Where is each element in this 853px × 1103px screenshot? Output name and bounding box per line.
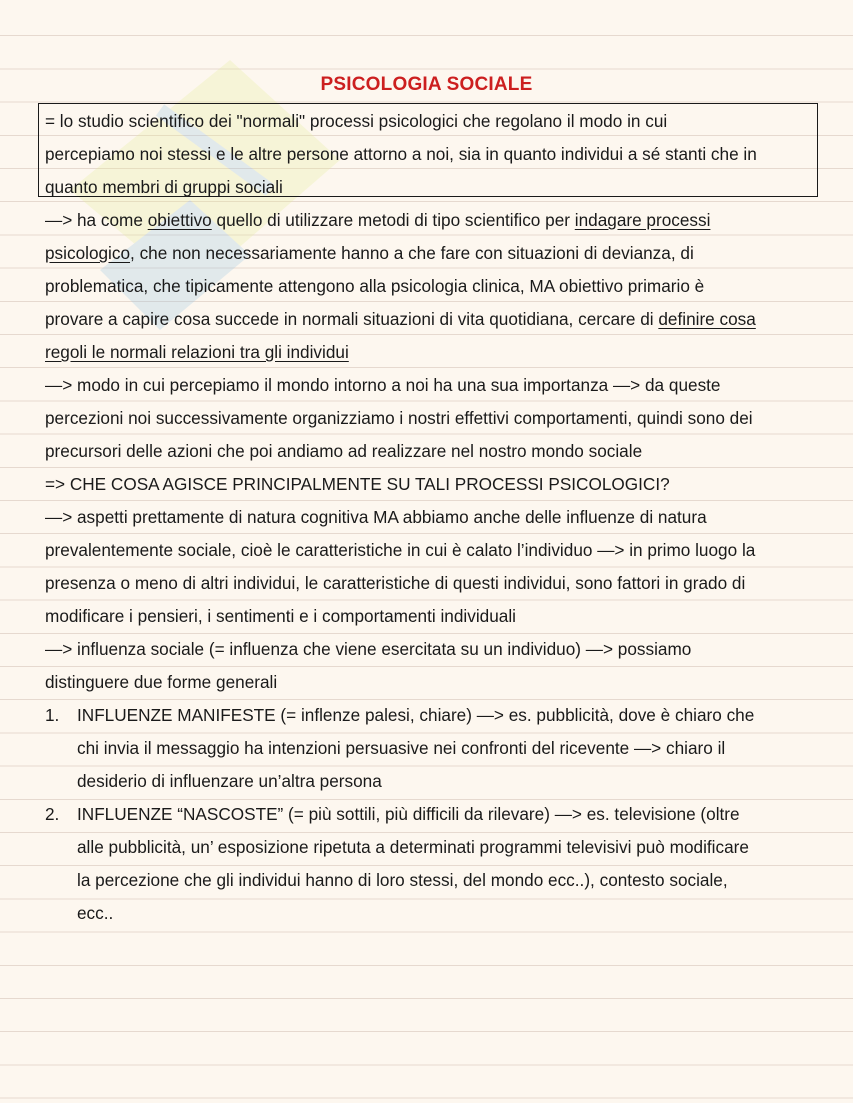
list-number: 2. — [45, 804, 60, 824]
text-segment: , che non necessariamente hanno a che fare con situazioni di devianza, di — [130, 243, 694, 263]
list-item-line: desiderio di influenzare un’altra persona — [77, 771, 382, 791]
paragraph-line: precursori delle azioni che poi andiamo ad realizzare nel nostro mondo sociale — [45, 441, 643, 461]
list-item-line: INFLUENZE “NASCOSTE” (= più sottili, più difficili da rilevare) —> es. televisione (oltre — [77, 804, 740, 824]
list-item-line: la percezione che gli individui hanno di loro stessi, del mondo ecc..), contesto sociale, — [77, 870, 728, 890]
paragraph-line: problematica, che tipicamente attengono alla psicologia clinica, MA obiettivo primario è — [45, 276, 705, 296]
definition-line: percepiamo noi stessi e le altre persone attorno a noi, sia in quanto individui a sé stanti che in — [45, 144, 757, 164]
list-item-line: INFLUENZE MANIFESTE (= inflenze palesi, chiare) —> es. pubblicità, dove è chiaro che — [77, 705, 755, 725]
question-line: => CHE COSA AGISCE PRINCIPALMENTE SU TALI PROCESSI PSICOLOGICI? — [45, 474, 670, 494]
paragraph-line: —> influenza sociale (= influenza che viene esercitata su un individuo) —> possiamo — [45, 639, 692, 659]
paragraph-line: percezioni noi successivamente organizziamo i nostri effettivi comportamenti, quindi sono dei — [45, 408, 753, 428]
paragraph-line: distinguere due forme generali — [45, 672, 278, 692]
underlined-keyword: definire cosa — [658, 309, 756, 329]
list-item-line: ecc.. — [77, 903, 114, 923]
definition-line: quanto membri di gruppi sociali — [45, 177, 283, 197]
list-number: 1. — [45, 705, 60, 725]
paragraph-line — [45, 342, 349, 362]
underlined-keyword: indagare processi — [574, 210, 711, 230]
underlined-keyword: regoli le normali relazioni tra gli individui — [45, 342, 349, 362]
paragraph-line: prevalentemente sociale, cioè le caratteristiche in cui è calato l’individuo —> in primo luogo la — [45, 540, 756, 560]
paragraph-line: modificare i pensieri, i sentimenti e i comportamenti individuali — [45, 606, 516, 626]
text-segment: —> ha come — [45, 210, 148, 230]
underlined-keyword: psicologico — [45, 243, 131, 263]
paragraph-line: —> aspetti prettamente di natura cognitiva MA abbiamo anche delle influenze di natura — [45, 507, 707, 527]
paragraph-line — [45, 210, 710, 230]
text-segment: quello di utilizzare metodi di tipo scientifico per — [211, 210, 575, 230]
definition-line: = lo studio scientifico dei "normali" processi psicologici che regolano il modo in cui — [45, 111, 668, 131]
paragraph-line: presenza o meno di altri individui, le caratteristiche di questi individui, sono fattori in grado di — [45, 573, 746, 593]
list-item-line: alle pubblicità, un’ esposizione ripetuta a determinati programmi televisivi può modificare — [77, 837, 749, 857]
paragraph-line — [45, 243, 694, 263]
page-title: PSICOLOGIA SOCIALE — [320, 74, 533, 95]
paragraph-line — [45, 309, 756, 329]
text-segment: provare a capire cosa succede in normali situazioni di vita quotidiana, cercare di — [45, 309, 659, 329]
paragraph-line: —> modo in cui percepiamo il mondo intorno a noi ha una sua importanza —> da queste — [45, 375, 721, 395]
list-item-line: chi invia il messaggio ha intenzioni persuasive nei confronti del ricevente —> chiaro il — [77, 738, 726, 758]
underlined-keyword: obiettivo — [147, 210, 212, 230]
